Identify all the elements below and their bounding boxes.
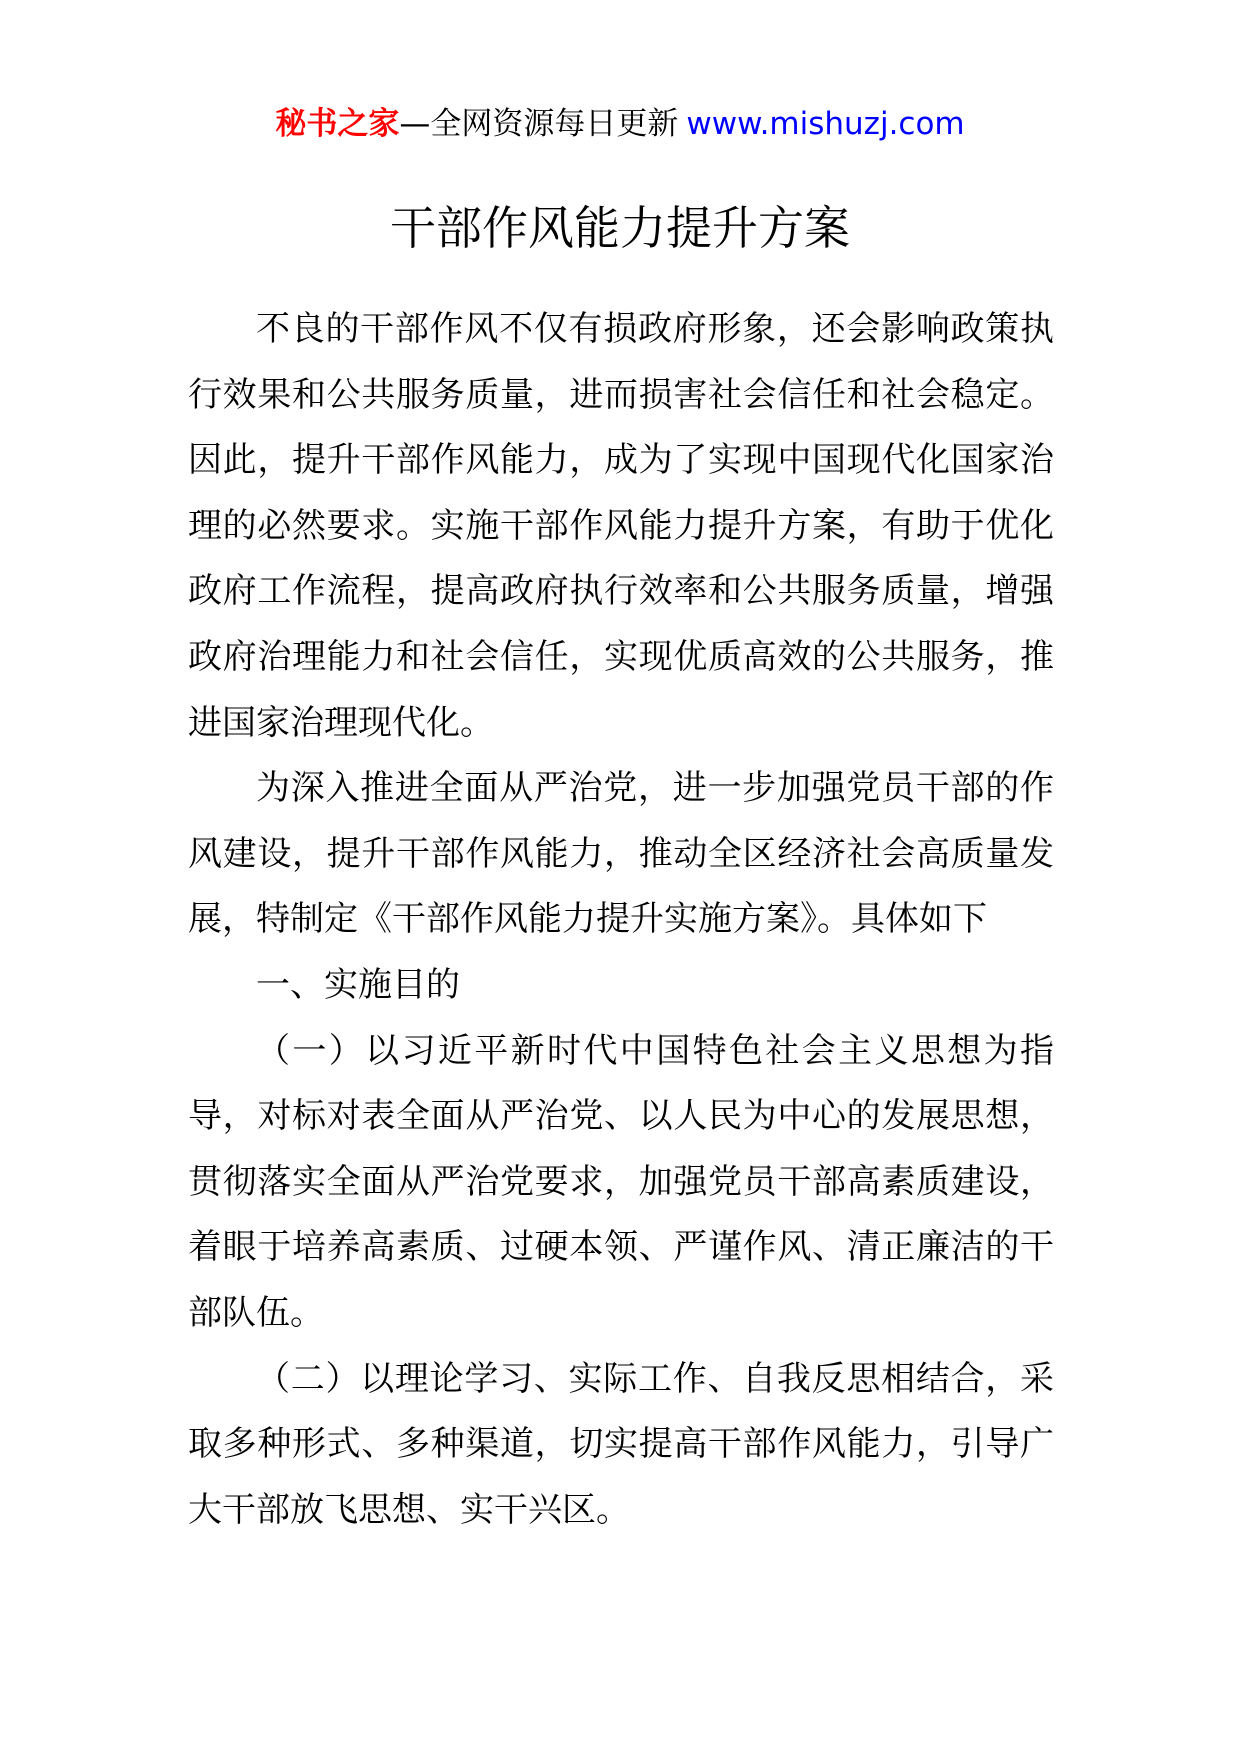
site-url-link[interactable]: www.mishuzj.com [686, 106, 965, 142]
paragraph-intro: 不良的干部作风不仅有损政府形象，还会影响政策执行效果和公共服务质量，进而损害社会信任和社会稳定。因此，提升干部作风能力，成为了实现中国现代化国家治理的必然要求。实施干部作风能力提升方案，有助于优化政府工作流程，提高政府执行效率和公共服务质量，增强政府治理能力和社会信任，实现优质高效的公共服务，推进国家治理现代化。 [188, 309, 1054, 743]
document-title: 干部作风能力提升方案 [390, 201, 850, 255]
site-header [0, 102, 1240, 146]
site-slogan: —全网资源每日更新 [399, 106, 679, 142]
paragraph-purpose: 为深入推进全面从严治党，进一步加强党员干部的作风建设，提升干部作风能力，推动全区经济社会高质量发展，特制定《干部作风能力提升实施方案》。具体如下 [188, 768, 1054, 940]
brand-name: 秘书之家 [275, 106, 400, 142]
document-body [188, 297, 1054, 1543]
paragraph-item-2: （二）以理论学习、实际工作、自我反思相结合，采取多种形式、多种渠道，切实提高干部作风能力，引导广大干部放飞思想、实干兴区。 [188, 1358, 1054, 1530]
section-heading-1: 一、实施目的 [256, 964, 460, 1005]
paragraph-item-1: （一）以习近平新时代中国特色社会主义思想为指导，对标对表全面从严治党、以人民为中心的发展思想，贯彻落实全面从严治党要求，加强党员干部高素质建设，着眼于培养高素质、过硬本领、严谨作风、清正廉洁的干部队伍。 [188, 1030, 1054, 1333]
